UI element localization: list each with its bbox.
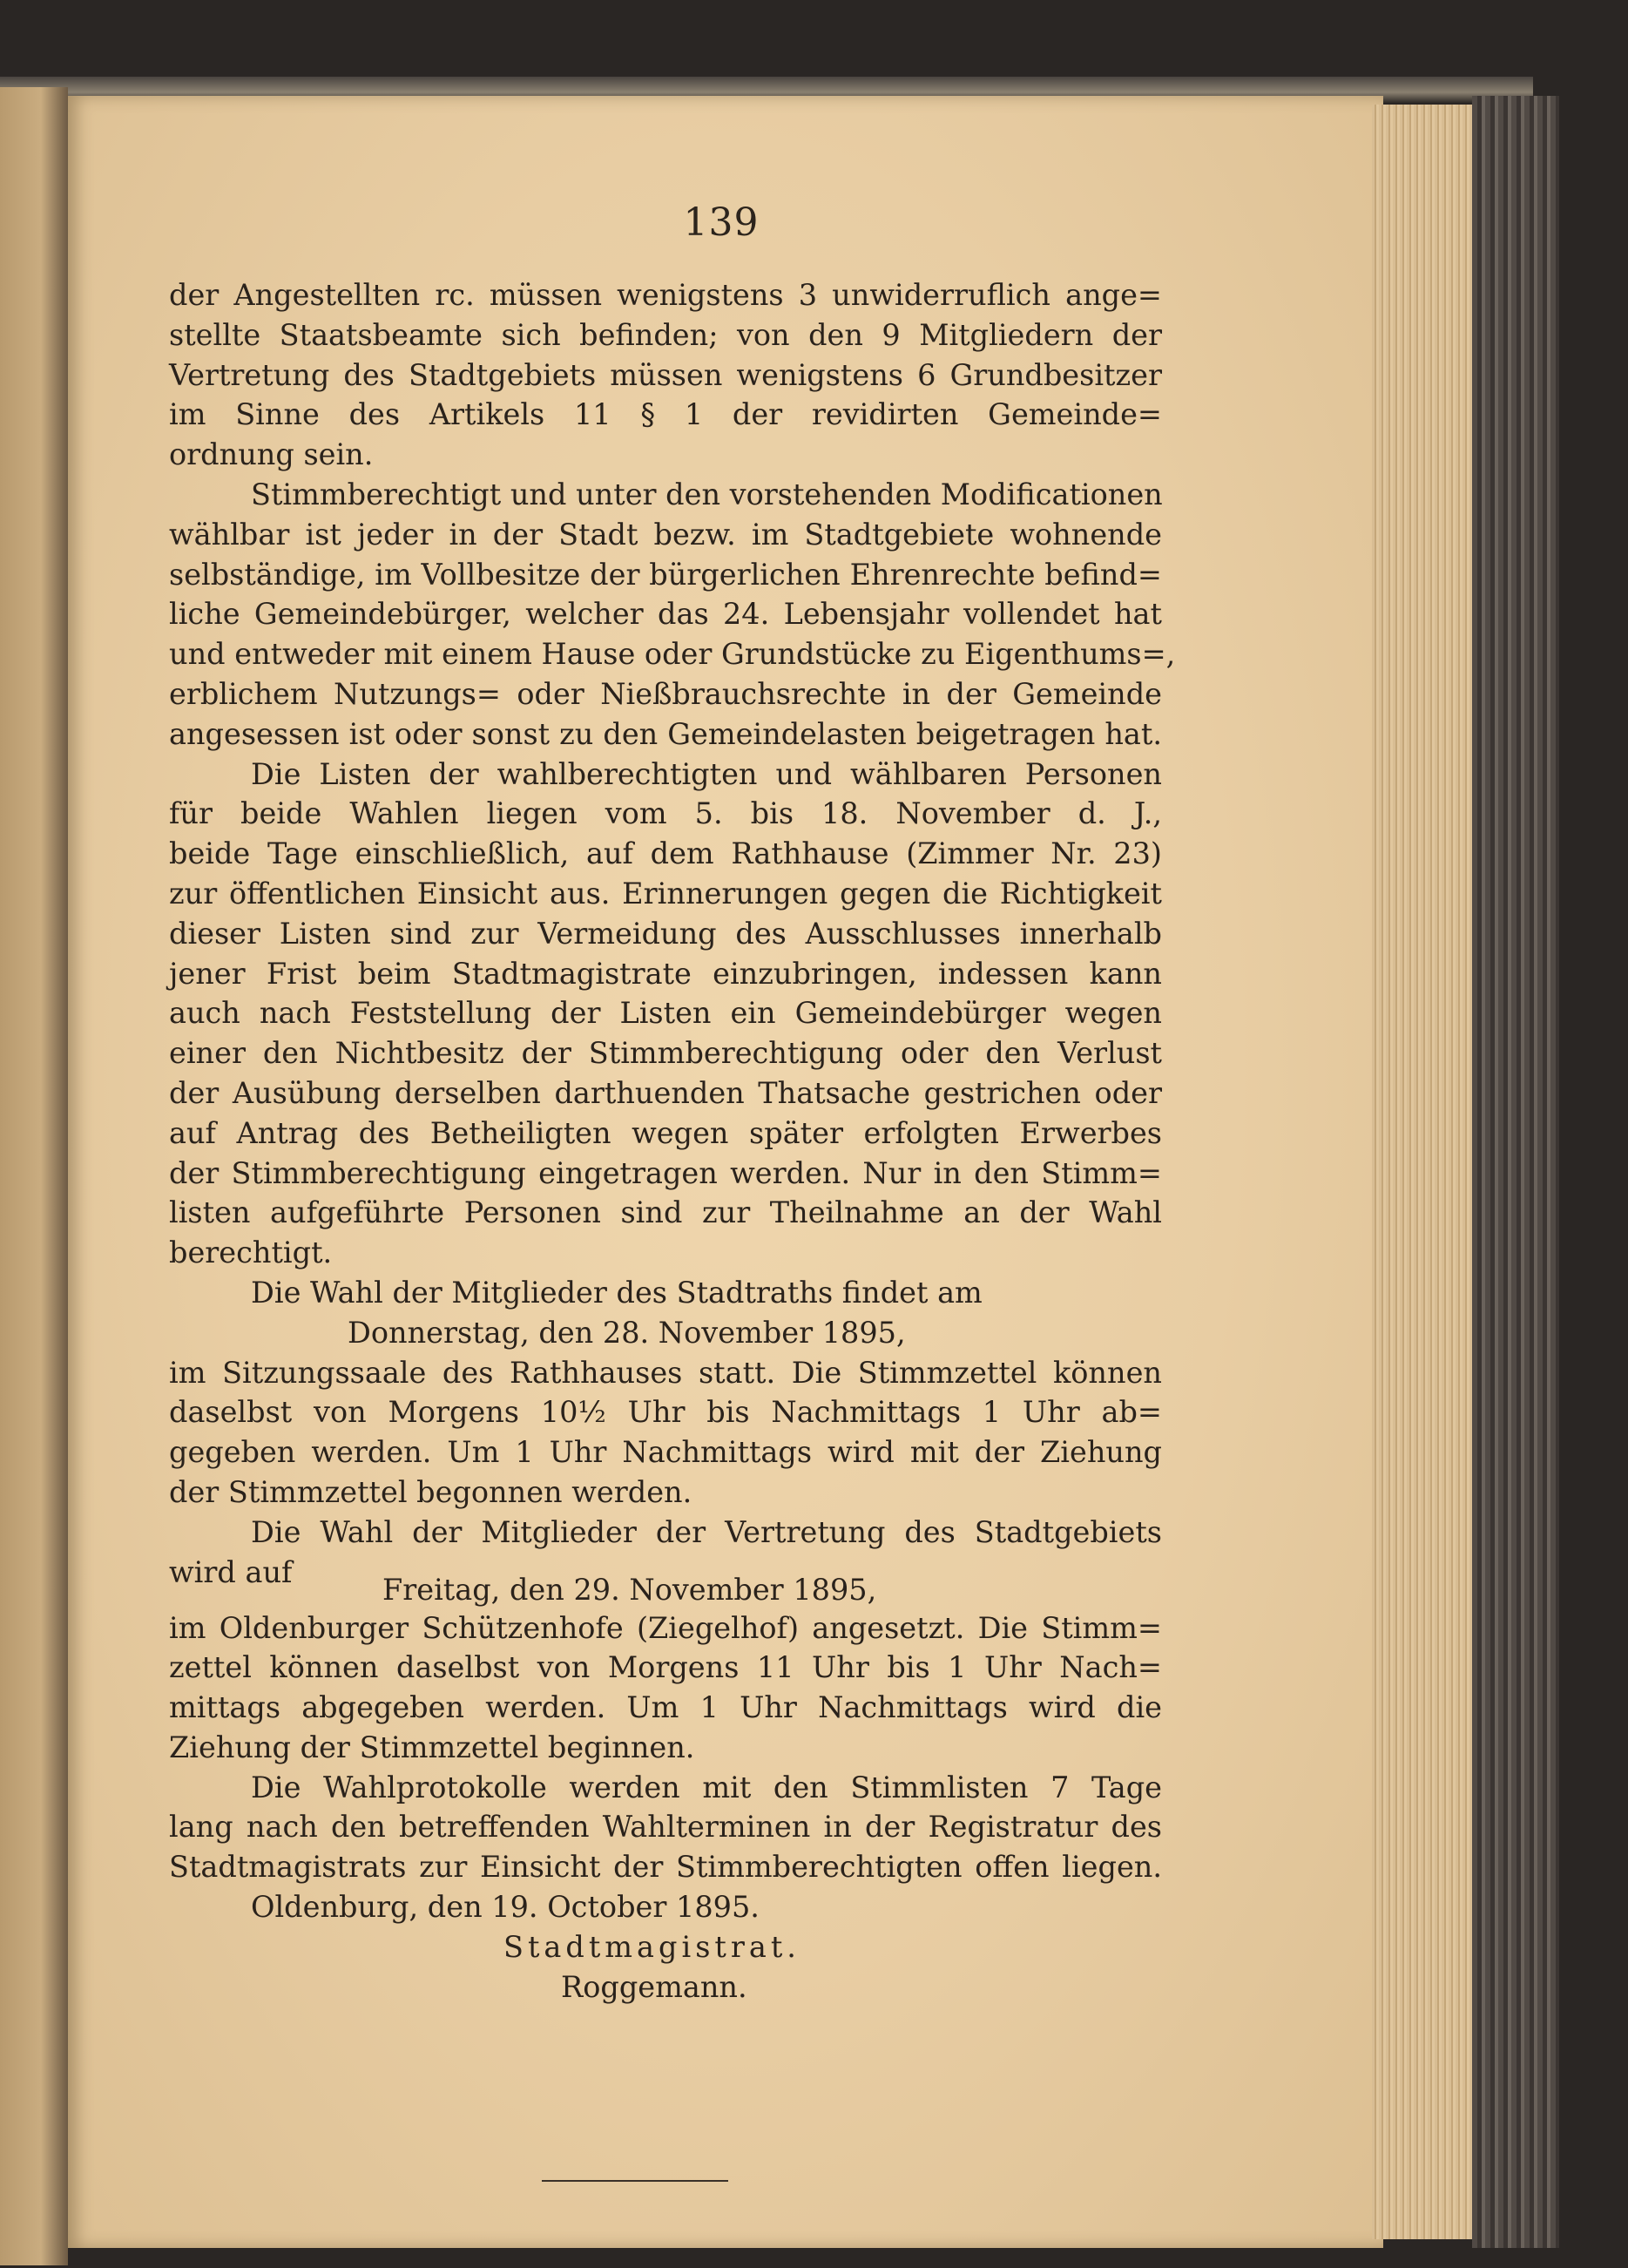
text-line: im Sitzungssaale des Rathhauses statt. Die Stimmzettel können	[169, 1355, 1162, 1390]
text-line: erblichem Nutzungs= oder Nießbrauchsrechte in der Gemeinde	[169, 676, 1162, 711]
text-line: der Stimmzettel begonnen werden.	[169, 1474, 692, 1509]
book-cover-edge	[1472, 96, 1559, 2248]
paragraph	[169, 275, 1162, 475]
text-line: berechtigt.	[169, 1236, 333, 1270]
text-line: mittags abgegeben werden. Um 1 Uhr Nachmittags wird die	[169, 1690, 1162, 1725]
text-line: der Stimmberechtigung eingetragen werden. Nur in den Stimm=	[169, 1155, 1162, 1190]
text-line: Stadtmagistrats zur Einsicht der Stimmberechtigten offen liegen.	[169, 1850, 1162, 1885]
paragraph	[169, 1273, 1162, 1513]
signatory-name: Roggemann.	[561, 1969, 747, 2004]
book-page	[68, 96, 1383, 2248]
text-line: beide Tage einschließlich, auf dem Rathhause (Zimmer Nr. 23)	[169, 836, 1162, 871]
place-date: Oldenburg, den 19. October 1895.	[251, 1890, 760, 1925]
text-line: Stimmberechtigt und unter den vorstehenden Modificationen	[251, 477, 1163, 511]
text-line: Vertretung des Stadtgebiets müssen wenigstens 6 Grundbesitzer	[169, 357, 1162, 392]
text-line: Die Wahl der Mitglieder des Stadtraths findet am	[251, 1275, 983, 1310]
paragraph	[169, 755, 1162, 1273]
page-body	[169, 275, 1176, 2007]
election-date-line: Donnerstag, den 28. November 1895,	[348, 1315, 906, 1350]
text-line: auch nach Feststellung der Listen ein Gemeindebürger wegen	[169, 996, 1162, 1031]
text-line: im Sinne des Artikels 11 § 1 der revidirten Gemeinde=	[169, 397, 1162, 432]
text-line: einer den Nichtbesitz der Stimmberechtigung oder den Verlust	[169, 1036, 1162, 1071]
election-date-row	[169, 1553, 1162, 1608]
text-line: lang nach den betreffenden Wahlterminen in der Registratur des	[169, 1810, 1162, 1845]
paragraph	[169, 1768, 1162, 1887]
text-line: gegeben werden. Um 1 Uhr Nachmittags wird mit der Ziehung	[169, 1435, 1162, 1470]
text-line: selbständige, im Vollbesitze der bürgerlichen Ehrenrechte befind=	[169, 557, 1162, 592]
text-line: und entweder mit einem Hause oder Grundstücke zu Eigenthums=,	[169, 637, 1176, 672]
text-line: im Oldenburger Schützenhofe (Ziegelhof) angesetzt. Die Stimm=	[169, 1610, 1162, 1645]
paragraph	[169, 1513, 1162, 1768]
page-block-edges	[1372, 105, 1476, 2239]
text-line: Die Wahlprotokolle werden mit den Stimmlisten 7 Tage	[251, 1770, 1162, 1804]
text-line: liche Gemeindebürger, welcher das 24. Lebensjahr vollendet hat	[169, 597, 1162, 632]
page-number: 139	[683, 200, 760, 245]
text-line: zur öffentlichen Einsicht aus. Erinnerungen gegen die Richtigkeit	[169, 876, 1162, 911]
text-line: wird auf	[169, 1554, 293, 1589]
text-line: ordnung sein.	[169, 437, 374, 472]
text-line: daselbst von Morgens 10½ Uhr bis Nachmittags 1 Uhr ab=	[169, 1395, 1162, 1430]
paragraph	[169, 475, 1176, 755]
text-line: für beide Wahlen liegen vom 5. bis 18. November d. J.,	[169, 796, 1162, 831]
election-date-line: Freitag, den 29. November 1895,	[382, 1572, 877, 1607]
text-line: Die Listen der wahlberechtigten und wählbaren Personen	[251, 756, 1162, 791]
closing-block	[169, 1887, 1162, 2007]
text-line: der Angestellten rc. müssen wenigstens 3 unwiderruflich ange=	[169, 278, 1162, 312]
text-line: jener Frist beim Stadtmagistrate einzubringen, indessen kann	[169, 956, 1162, 991]
text-line: zettel können daselbst von Morgens 11 Uhr bis 1 Uhr Nach=	[169, 1650, 1162, 1685]
text-line: stellte Staatsbeamte sich befinden; von den 9 Mitgliedern der	[169, 317, 1162, 352]
text-line: auf Antrag des Betheiligten wegen später erfolgten Erwerbes	[169, 1115, 1162, 1150]
text-line: angesessen ist oder sonst zu den Gemeindelasten beigetragen hat.	[169, 716, 1162, 751]
text-line: Die Wahl der Mitglieder der Vertretung des Stadtgebiets	[251, 1514, 1162, 1549]
text-line: Ziehung der Stimmzettel beginnen.	[169, 1730, 695, 1764]
text-line: dieser Listen sind zur Vermeidung des Ausschlusses innerhalb	[169, 916, 1162, 951]
text-line: wählbar ist jeder in der Stadt bezw. im Stadtgebiete wohnende	[169, 517, 1162, 552]
text-line: listen aufgeführte Personen sind zur Theilnahme an der Wahl	[169, 1195, 1162, 1230]
text-line: der Ausübung derselben darthuenden Thatsache gestrichen oder	[169, 1075, 1162, 1110]
facing-page-edge	[0, 87, 68, 2265]
closing-rule	[542, 2180, 728, 2182]
issuing-authority: Stadtmagistrat.	[503, 1929, 800, 1964]
